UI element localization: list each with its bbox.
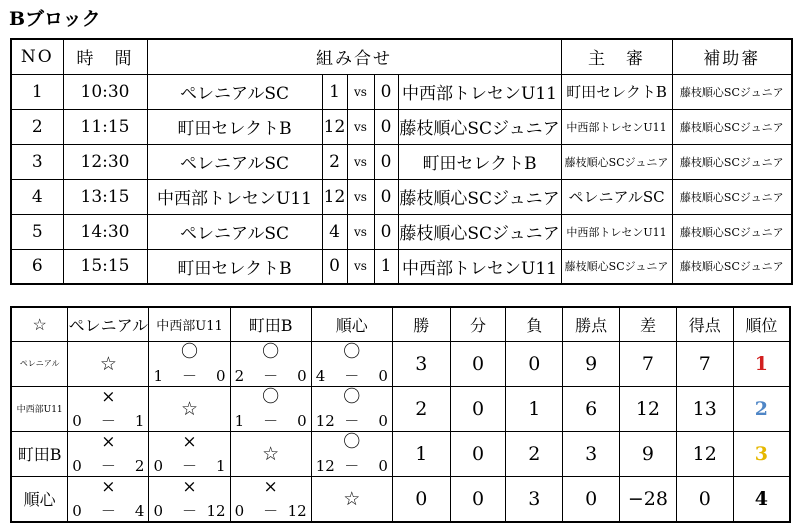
standings-row	[11, 431, 790, 476]
referee: 町田セレクトB	[561, 74, 672, 109]
wins: 3	[392, 341, 450, 386]
losses: 2	[506, 431, 563, 476]
match-time: 12:30	[63, 144, 147, 179]
header-assistant: 補助審	[672, 39, 792, 74]
score-for: 1	[153, 366, 163, 385]
standings-team-label: 町田B	[11, 431, 68, 476]
score-against: 0	[378, 456, 388, 475]
loss-mark: ×	[182, 431, 197, 452]
home-team: ペレニアルSC	[147, 144, 322, 179]
away-score: 0	[374, 179, 398, 214]
match-time: 13:15	[63, 179, 147, 214]
match-result-cell	[311, 341, 392, 386]
score-dash: －	[263, 411, 279, 430]
away-team: 町田セレクトB	[398, 144, 561, 179]
points: 9	[563, 341, 620, 386]
draws: 0	[450, 476, 506, 522]
vs-label: vs	[347, 109, 374, 144]
assistant-referee: 藤枝順心SCジュニア	[672, 109, 792, 144]
match-no: 5	[11, 214, 63, 249]
schedule-row	[11, 214, 792, 249]
win-mark: 〇	[262, 386, 280, 407]
assistant-referee: 藤枝順心SCジュニア	[672, 249, 792, 284]
score-against: 1	[216, 456, 226, 475]
draws: 0	[450, 341, 506, 386]
score-against: 0	[378, 411, 388, 430]
home-team: 町田セレクトB	[147, 249, 322, 284]
losses: 0	[506, 341, 563, 386]
vs-label: vs	[347, 144, 374, 179]
match-no: 4	[11, 179, 63, 214]
score-for: 2	[234, 366, 245, 385]
self-match-star: ☆	[68, 341, 149, 386]
schedule-row	[11, 179, 792, 214]
score-dash: －	[100, 456, 116, 475]
standings-team-label: ペレニアル	[11, 341, 68, 386]
score-against: 0	[297, 411, 307, 430]
goal-diff: 7	[620, 341, 677, 386]
score-dash: －	[344, 456, 360, 475]
score-for: 0	[153, 501, 163, 520]
score-against: 0	[297, 366, 307, 385]
assistant-referee: 藤枝順心SCジュニア	[672, 179, 792, 214]
score-dash: －	[263, 366, 279, 385]
rank: 1	[733, 341, 790, 386]
team-header: 町田B	[230, 307, 311, 341]
standings-team-label: 中西部U11	[11, 386, 68, 431]
draws: 0	[450, 386, 506, 431]
score-dash: －	[344, 411, 360, 430]
goals-scored: 0	[676, 476, 733, 522]
home-score: 2	[322, 144, 347, 179]
score-for: 4	[315, 366, 326, 385]
home-score: 12	[322, 109, 347, 144]
score-for: 0	[234, 501, 245, 520]
match-result-cell	[230, 341, 311, 386]
schedule-row	[11, 74, 792, 109]
score-for: 12	[315, 411, 335, 430]
match-result-cell	[230, 386, 311, 431]
home-score: 1	[322, 74, 347, 109]
referee: 中西部トレセンU11	[561, 109, 672, 144]
referee: 中西部トレセンU11	[561, 214, 672, 249]
home-team: ペレニアルSC	[147, 74, 322, 109]
score-against: 2	[134, 456, 145, 475]
match-result-cell	[68, 386, 149, 431]
schedule-table	[10, 38, 793, 285]
team-header: 順心	[311, 307, 392, 341]
match-time: 10:30	[63, 74, 147, 109]
match-no: 1	[11, 74, 63, 109]
standings-row	[11, 341, 790, 386]
vs-label: vs	[347, 214, 374, 249]
away-team: 藤枝順心SCジュニア	[398, 214, 561, 249]
away-team: 藤枝順心SCジュニア	[398, 109, 561, 144]
wins: 2	[392, 386, 450, 431]
points: 0	[563, 476, 620, 522]
stat-header-draw: 分	[450, 307, 506, 341]
stat-header-loss: 負	[506, 307, 563, 341]
score-against: 1	[134, 411, 145, 430]
match-no: 3	[11, 144, 63, 179]
goals-scored: 12	[676, 431, 733, 476]
match-result-cell	[149, 341, 230, 386]
standings-row	[11, 476, 790, 522]
block-title: Bブロック	[9, 8, 101, 30]
loss-mark: ×	[101, 476, 116, 497]
stat-header-goals: 得点	[676, 307, 733, 341]
header-referee: 主 審	[561, 39, 672, 74]
home-score: 12	[322, 179, 347, 214]
score-dash: －	[182, 501, 198, 520]
self-match-star: ☆	[230, 431, 311, 476]
schedule-row	[11, 249, 792, 284]
loss-mark: ×	[182, 476, 197, 497]
loss-mark: ×	[101, 386, 116, 407]
points: 3	[563, 431, 620, 476]
stat-header-points: 勝点	[563, 307, 620, 341]
away-score: 0	[374, 74, 398, 109]
match-time: 11:15	[63, 109, 147, 144]
header-match: 組み合せ	[147, 39, 561, 74]
stat-header-rank: 順位	[733, 307, 790, 341]
standings-table	[10, 306, 791, 523]
stat-header-diff: 差	[620, 307, 677, 341]
match-no: 6	[11, 249, 63, 284]
rank: 2	[733, 386, 790, 431]
schedule-header-row	[11, 39, 792, 74]
corner-star: ☆	[11, 307, 68, 341]
match-result-cell	[68, 431, 149, 476]
match-time: 15:15	[63, 249, 147, 284]
match-result-cell	[230, 476, 311, 522]
schedule-row	[11, 109, 792, 144]
team-header: 中西部U11	[149, 307, 230, 341]
away-score: 0	[374, 144, 398, 179]
away-team: 中西部トレセンU11	[398, 74, 561, 109]
referee: 藤枝順心SCジュニア	[561, 249, 672, 284]
score-for: 0	[153, 456, 163, 475]
score-against: 0	[216, 366, 226, 385]
score-against: 12	[206, 501, 226, 520]
standings-team-label: 順心	[11, 476, 68, 522]
team-header: ペレニアル	[68, 307, 149, 341]
score-against: 0	[378, 366, 388, 385]
home-team: 中西部トレセンU11	[147, 179, 322, 214]
rank: 4	[733, 476, 790, 522]
score-for: 0	[72, 411, 82, 430]
points: 6	[563, 386, 620, 431]
away-score: 0	[374, 109, 398, 144]
match-no: 2	[11, 109, 63, 144]
stat-header-win: 勝	[392, 307, 450, 341]
wins: 0	[392, 476, 450, 522]
header-no: NO	[11, 39, 63, 74]
assistant-referee: 藤枝順心SCジュニア	[672, 144, 792, 179]
losses: 3	[506, 476, 563, 522]
match-result-cell	[149, 476, 230, 522]
home-score: 0	[322, 249, 347, 284]
score-for: 1	[234, 411, 245, 430]
standings-row	[11, 386, 790, 431]
vs-label: vs	[347, 74, 374, 109]
win-mark: 〇	[262, 341, 280, 362]
score-dash: －	[182, 366, 198, 385]
score-dash: －	[100, 411, 116, 430]
match-result-cell	[68, 476, 149, 522]
score-dash: －	[263, 501, 279, 520]
schedule-row	[11, 144, 792, 179]
assistant-referee: 藤枝順心SCジュニア	[672, 214, 792, 249]
header-time: 時 間	[63, 39, 147, 74]
referee: ペレニアルSC	[561, 179, 672, 214]
home-score: 4	[322, 214, 347, 249]
wins: 1	[392, 431, 450, 476]
goal-diff: 12	[620, 386, 677, 431]
draws: 0	[450, 431, 506, 476]
match-result-cell	[149, 431, 230, 476]
goal-diff: −28	[620, 476, 677, 522]
loss-mark: ×	[101, 431, 116, 452]
score-for: 0	[72, 456, 82, 475]
score-for: 0	[72, 501, 82, 520]
referee: 藤枝順心SCジュニア	[561, 144, 672, 179]
rank: 3	[733, 431, 790, 476]
assistant-referee: 藤枝順心SCジュニア	[672, 74, 792, 109]
win-mark: 〇	[343, 341, 361, 362]
score-dash: －	[100, 501, 116, 520]
away-score: 0	[374, 214, 398, 249]
goal-diff: 9	[620, 431, 677, 476]
win-mark: 〇	[343, 431, 361, 452]
match-time: 14:30	[63, 214, 147, 249]
score-for: 12	[315, 456, 335, 475]
goals-scored: 13	[676, 386, 733, 431]
vs-label: vs	[347, 179, 374, 214]
loss-mark: ×	[263, 476, 278, 497]
self-match-star: ☆	[311, 476, 392, 522]
win-mark: 〇	[181, 341, 198, 362]
standings-header-row	[11, 307, 790, 341]
score-against: 4	[134, 501, 145, 520]
self-match-star: ☆	[149, 386, 230, 431]
away-score: 1	[374, 249, 398, 284]
score-dash: －	[182, 456, 198, 475]
goals-scored: 7	[676, 341, 733, 386]
home-team: ペレニアルSC	[147, 214, 322, 249]
win-mark: 〇	[343, 386, 361, 407]
losses: 1	[506, 386, 563, 431]
match-result-cell	[311, 386, 392, 431]
away-team: 藤枝順心SCジュニア	[398, 179, 561, 214]
away-team: 中西部トレセンU11	[398, 249, 561, 284]
match-result-cell	[311, 431, 392, 476]
score-dash: －	[344, 366, 360, 385]
score-against: 12	[287, 501, 307, 520]
vs-label: vs	[347, 249, 374, 284]
home-team: 町田セレクトB	[147, 109, 322, 144]
